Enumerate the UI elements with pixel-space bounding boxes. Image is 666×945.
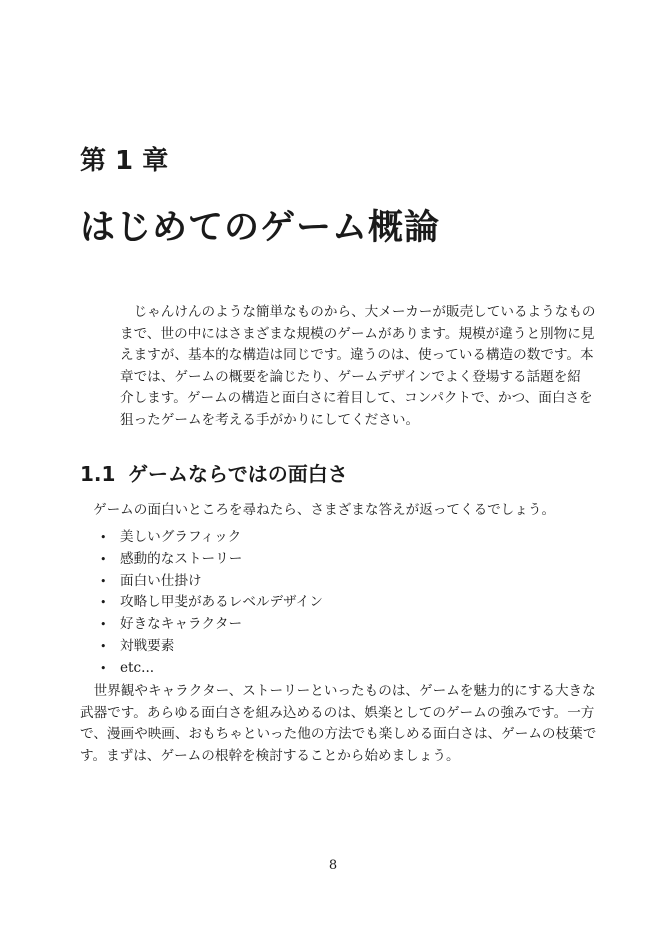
section-heading [80,458,348,487]
section-number: 1.1 [80,462,116,486]
abstract-line: じゃんけんのような簡単なものから、大メーカーが販売しているようなもの [120,304,596,320]
paragraph-line: す。まずは、ゲームの根幹を検討することから始めましょう。 [80,747,460,764]
section-intro: ゲームの面白いところを尋ねたら、さまざまな答えが返ってくるでしょう。 [93,502,556,518]
list-item: • 面白い仕掛け [100,571,323,593]
abstract-line: まで、世の中にはさまざまな規模のゲームがあります。規模が違うと別物に見 [120,325,595,342]
paragraph-line: 世界観やキャラクター、ストーリーといったものは、ゲームを魅力的にする大きな [80,683,596,699]
body-paragraph [80,681,597,767]
list-item: • etc... [100,658,323,680]
list-item: • 好きなキャラクター [100,614,323,636]
section-title: ゲームならではの面白さ [128,462,348,486]
abstract-line: 狙ったゲームを考える手がかりにしてください。 [120,411,420,428]
chapter-label: 第 1 章 [80,146,169,176]
paragraph-line: 武器です。あらゆる面白さを組み込めるのは、娯楽としてのゲームの強みです。一方 [80,704,595,721]
list-item: • 対戦要素 [100,636,323,658]
paragraph-line: で、漫画や映画、おもちゃといった他の方法でも楽しめる面白さは、ゲームの枝葉で [80,726,597,743]
abstract-line: 章では、ゲームの概要を論じたり、ゲームデザインでよく登場する話題を紹 [120,368,581,385]
chapter-title: はじめてのゲーム概論 [80,208,441,248]
page-number: 8 [328,858,338,873]
bullet-list [100,527,323,680]
list-item: • 攻略し甲斐があるレベルデザイン [100,592,323,614]
abstract-line: えますが、基本的な構造は同じです。違うのは、使っている構造の数です。本 [120,347,594,364]
chapter-abstract [120,302,596,432]
abstract-line: 介します。ゲームの構造と面白さに着目して、コンパクトで、かつ、面白さを [120,390,593,407]
list-item: • 感動的なストーリー [100,549,323,571]
list-item: • 美しいグラフィック [100,527,323,549]
